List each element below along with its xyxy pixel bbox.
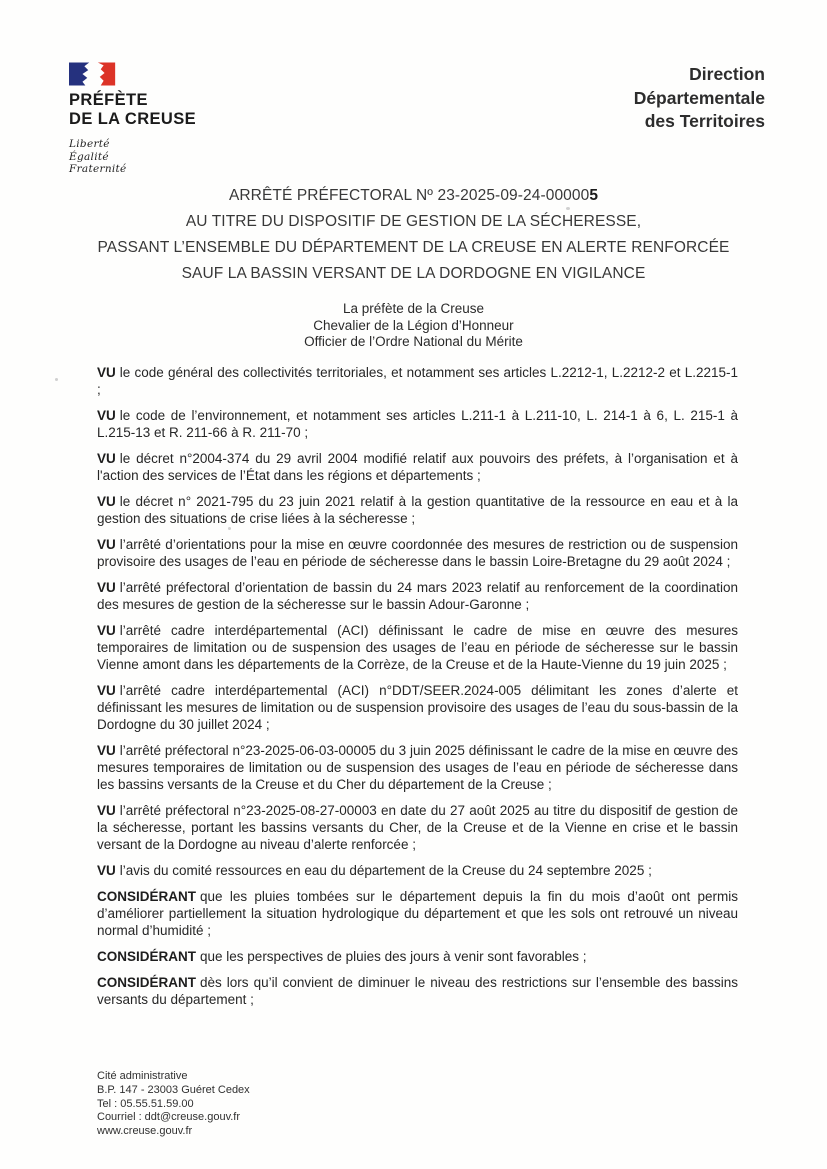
title-line3: PASSANT L’ENSEMBLE DU DÉPARTEMENT DE LA CREUSE EN ALERTE RENFORCÉE: [97, 239, 730, 256]
considerant-lead: CONSIDÉRANT: [97, 949, 197, 964]
decree-number: ARRÊTÉ PRÉFECTORAL Nº 23-2025-09-24-00000: [228, 187, 590, 204]
footer-phone: Tel : 05.55.51.59.00: [97, 1097, 194, 1110]
footer-website: www.creuse.gouv.fr: [97, 1125, 193, 1138]
vu-text: l’arrêté cadre interdépartemental (ACI) définissant le cadre de mise en œuvre des mesures temporaires de limitation ou de suspension des usages de l’eau en période de sécheresse sur le bassin Vienne amont dans les départements de la Corrèze, de la Creuse et de la Haute-Vienne du 19 juin 2025 ;: [97, 623, 738, 672]
service-line2: Départementale: [633, 87, 765, 108]
footer-address-line2: B.P. 147 - 23003 Guéret Cedex: [97, 1083, 250, 1096]
vu-paragraph: [97, 450, 738, 484]
motto-liberte: Liberté: [69, 138, 110, 150]
document-body: [97, 364, 738, 1017]
considerant-lead: CONSIDÉRANT: [97, 975, 197, 990]
vu-lead: VU: [97, 863, 116, 878]
title-line1: [60, 183, 767, 209]
vu-paragraph: [97, 493, 738, 527]
vu-text: l’arrêté préfectoral n°23-2025-08-27-00003 en date du 27 août 2025 au titre du dispositif de gestion de la sécheresse, portant les bassins versants du Cher, de la Creuse et de la Vienne en crise et le bassin versant de la Dordogne au niveau d’alerte renforcée ;: [97, 803, 738, 852]
vu-text: l’arrêté préfectoral n°23-2025-06-03-00005 du 3 juin 2025 définissant le cadre de la mise en œuvre des mesures temporaires de limitation ou de suspension des usages de l’eau en période de sécheresse dans les bassins versants de la Creuse et du Cher du département de la Creuse ;: [97, 743, 738, 792]
considerant-text: que les perspectives de pluies des jours à venir sont favorables ;: [200, 949, 587, 964]
vu-lead: VU: [97, 408, 116, 423]
french-flag-icon: [69, 62, 119, 86]
vu-paragraph: [97, 862, 738, 879]
authority-line3: Officier de l’Ordre National du Mérite: [304, 334, 523, 349]
vu-paragraph: [97, 742, 738, 793]
prefecture-name: [69, 91, 196, 129]
document-title: [60, 183, 767, 287]
considerant-paragraph: [97, 888, 738, 939]
prefecture-name-line2: DE LA CREUSE: [69, 110, 197, 128]
considerant-paragraph: [97, 948, 738, 965]
decree-number-last-digit: 5: [589, 187, 599, 204]
vu-lead: VU: [97, 743, 116, 758]
title-line4: SAUF LA BASSIN VERSANT DE LA DORDOGNE EN VIGILANCE: [181, 265, 646, 282]
considerant-text: que les pluies tombées sur le département depuis la fin du mois d’août ont permis d’améliorer partiellement la situation hydrologique du département et que les sols ont retrouvé un niveau normal d’humidité ;: [97, 889, 738, 938]
vu-paragraph: [97, 622, 738, 673]
considerant-lead: CONSIDÉRANT: [97, 889, 197, 904]
national-motto: [69, 138, 196, 176]
vu-lead: VU: [97, 683, 116, 698]
vu-paragraph: [97, 364, 738, 398]
marianne-logo-block: [69, 62, 196, 176]
considerant-paragraph: [97, 974, 738, 1008]
vu-text: l’arrêté d’orientations pour la mise en œuvre coordonnée des mesures de restriction ou de suspension provisoire des usages de l’eau en période de sécheresse dans le bassin Loire-Bretagne du 29 août 2024 ;: [97, 537, 738, 569]
considerant-text: dès lors qu’il convient de diminuer le niveau des restrictions sur l’ensemble des bassins versants du département ;: [97, 975, 738, 1007]
vu-lead: VU: [97, 451, 116, 466]
vu-paragraph: [97, 407, 738, 441]
motto-egalite: Égalité: [69, 150, 109, 163]
vu-paragraph: [97, 579, 738, 613]
authority-line2: Chevalier de la Légion d’Honneur: [313, 317, 514, 333]
vu-text: l’arrêté préfectoral d’orientation de bassin du 24 mars 2023 relatif au renforcement de la coordination des mesures de gestion de la sécheresse sur le bassin Adour-Garonne ;: [97, 580, 738, 612]
vu-lead: VU: [97, 580, 116, 595]
motto-fraternite: Fraternité: [69, 163, 127, 175]
service-line3: des Territoires: [644, 111, 765, 131]
vu-text: l’avis du comité ressources en eau du département de la Creuse du 24 septembre 2025 ;: [119, 863, 652, 878]
footer-email: Courriel : ddt@creuse.gouv.fr: [97, 1111, 241, 1124]
authority-line1: La préfète de la Creuse: [342, 301, 485, 316]
scan-artifact: [55, 378, 58, 381]
title-line2: AU TITRE DU DISPOSITIF DE GESTION DE LA SÉCHERESSE,: [185, 213, 642, 230]
issuing-service: [634, 63, 765, 134]
vu-paragraph: [97, 802, 738, 853]
vu-text: le code de l’environnement, et notamment ses articles L.211-1 à L.211-10, L. 214-1 à 6, L. 215-1 à L.215-13 et R. 211-66 à R. 211-70 ;: [97, 408, 738, 440]
footer-address-line1: Cité administrative: [97, 1070, 188, 1082]
vu-paragraph: [97, 536, 738, 570]
vu-lead: VU: [97, 365, 116, 380]
vu-lead: VU: [97, 623, 116, 638]
vu-text: l’arrêté cadre interdépartemental (ACI) n°DDT/SEER.2024-005 délimitant les zones d’alerte et définissant les mesures de limitation ou de suspension provisoire des usages de l’eau du sous-bassin de la Dordogne du 30 juillet 2024 ;: [97, 683, 738, 732]
service-line1: Direction: [689, 64, 765, 84]
vu-text: le décret n°2004-374 du 29 avril 2004 modifié relatif aux pouvoirs des préfets, à l’organisation et à l'action des services de l’État dans les régions et départements ;: [97, 451, 738, 483]
vu-text: le code général des collectivités territoriales, et notamment ses articles L.2212-1, L.2212-2 et L.2215-1 ;: [97, 365, 738, 397]
prefecture-name-line1: PRÉFÈTE: [69, 91, 148, 109]
vu-lead: VU: [97, 494, 116, 509]
vu-lead: VU: [97, 537, 116, 552]
vu-text: le décret n° 2021-795 du 23 juin 2021 relatif à la gestion quantitative de la ressource en eau et à la gestion des situations de crise liées à la sécheresse ;: [97, 494, 738, 526]
authority-block: [0, 301, 827, 351]
vu-lead: VU: [97, 803, 116, 818]
vu-paragraph: [97, 682, 738, 733]
contact-footer: [97, 1070, 250, 1139]
